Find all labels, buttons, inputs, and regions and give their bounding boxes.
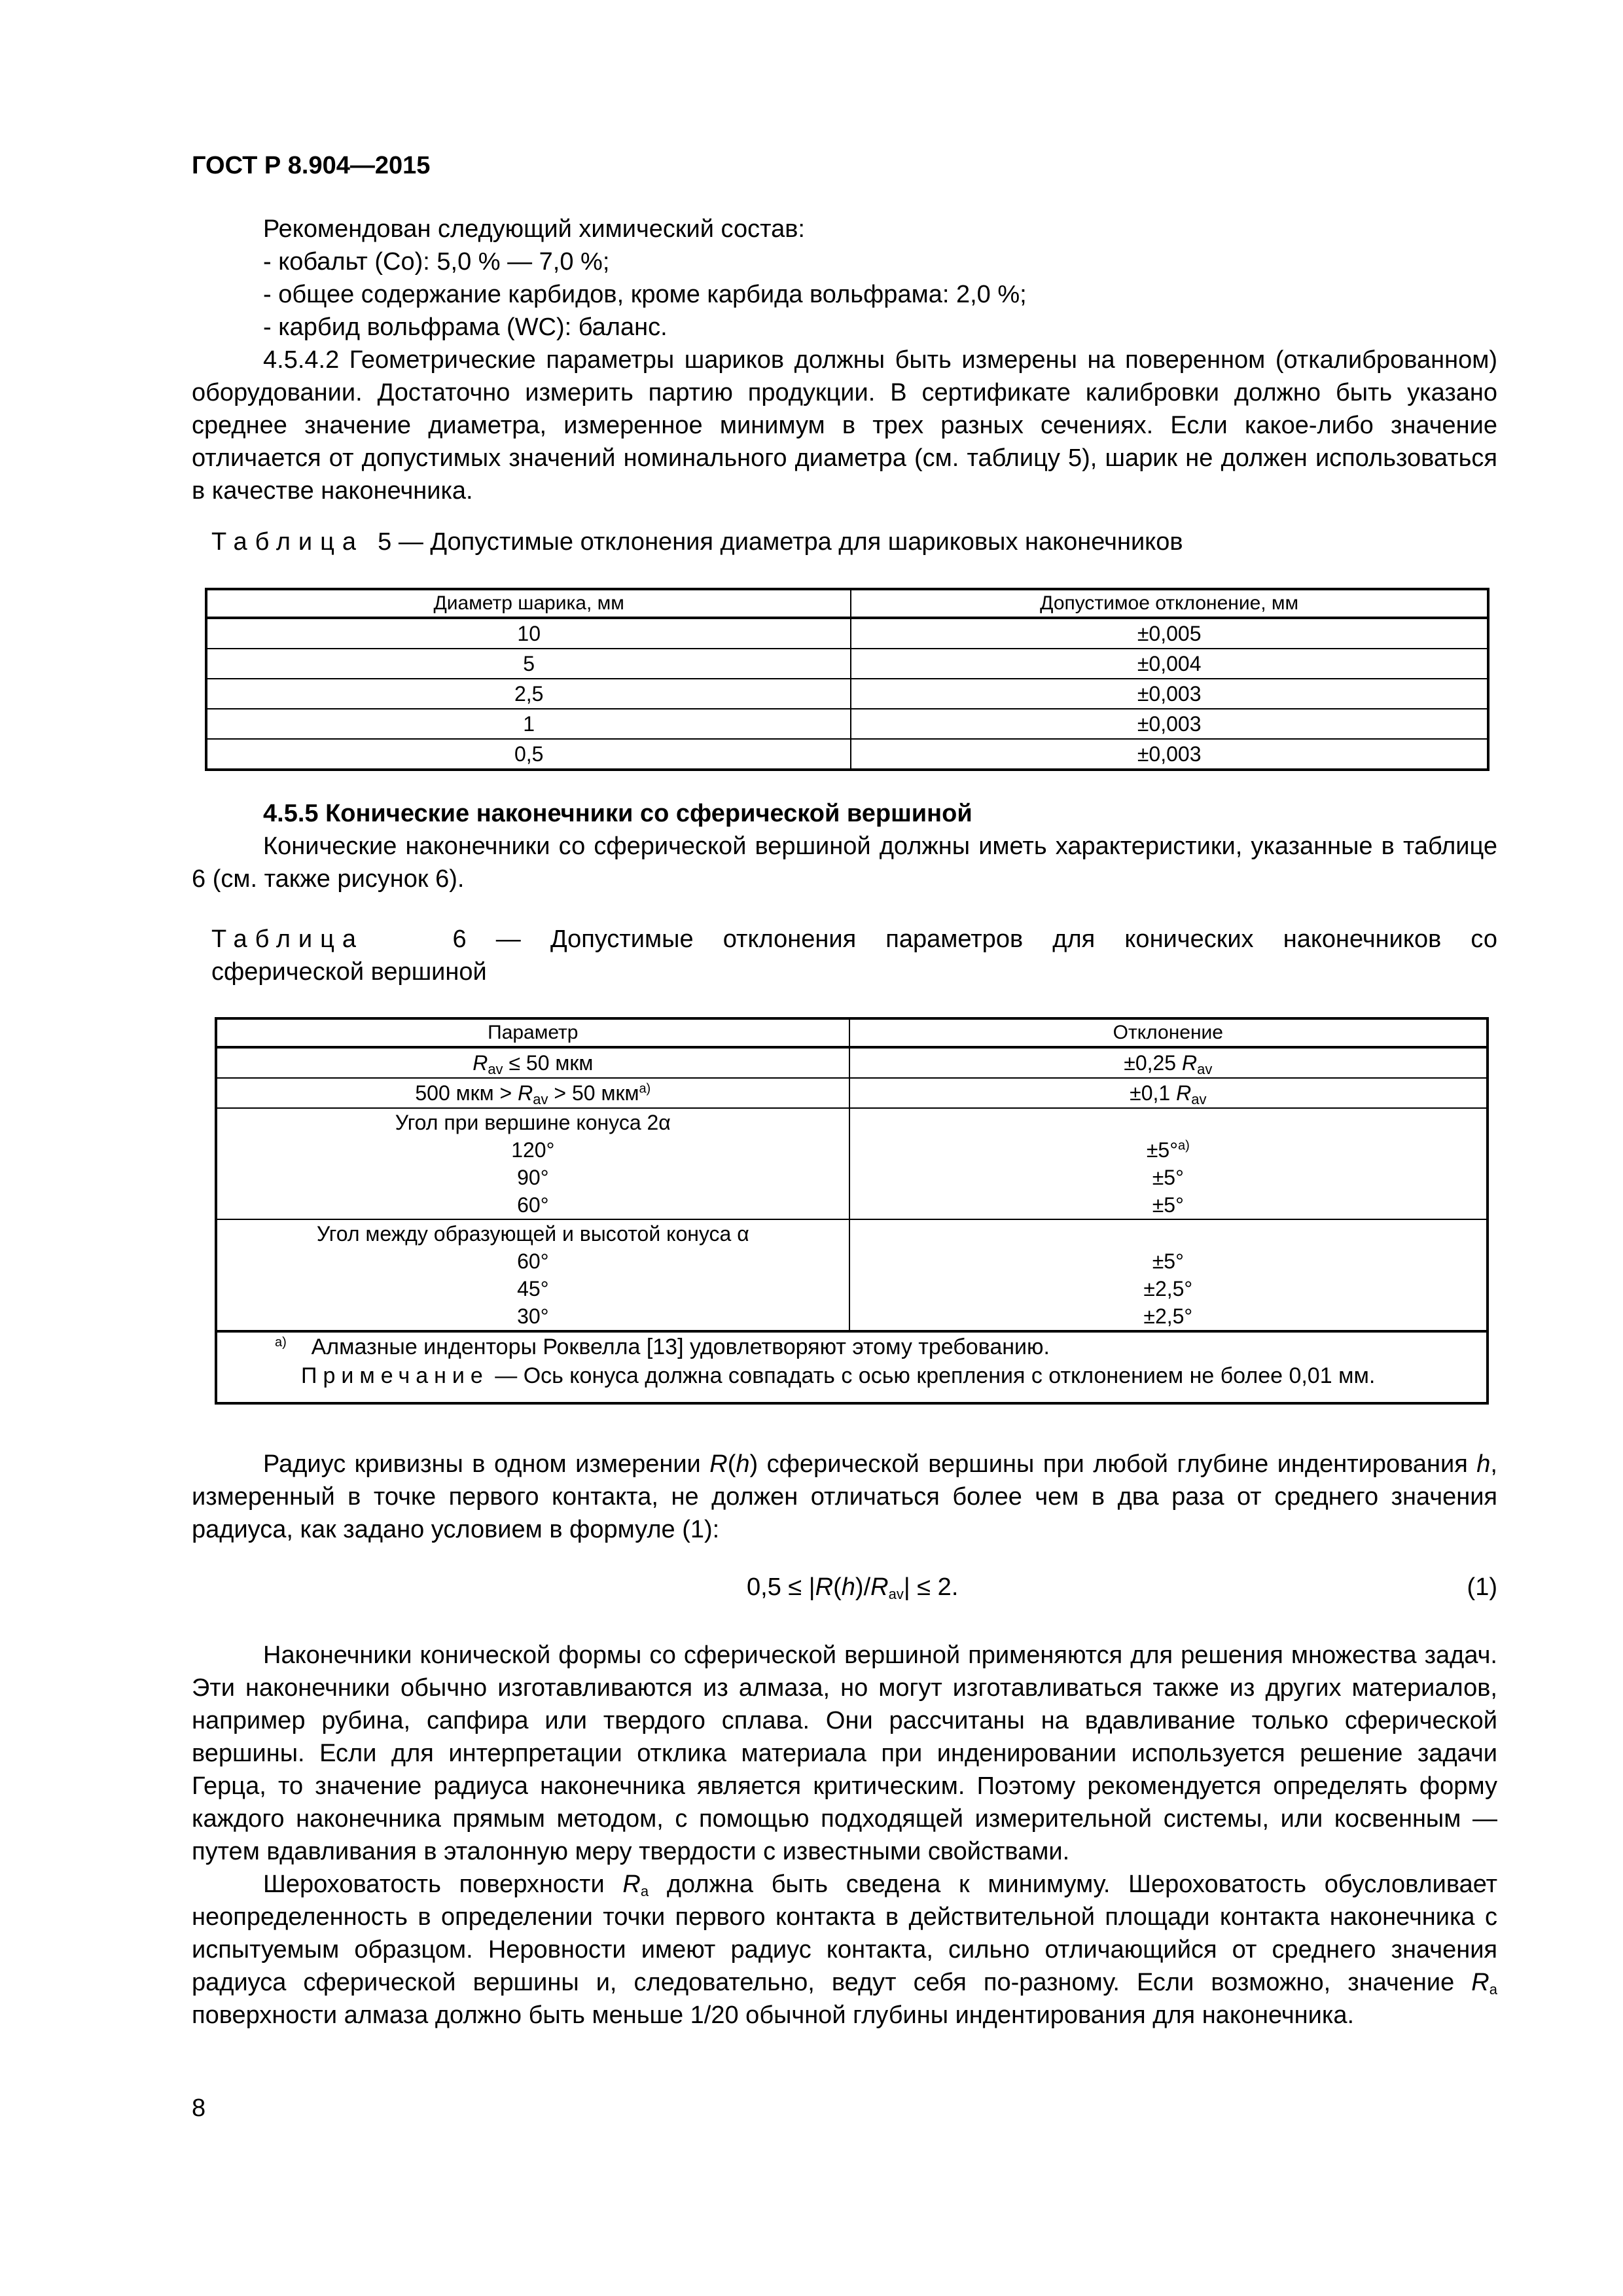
intro-block bbox=[192, 213, 1497, 507]
intro-line: Рекомендован следующий химический состав: bbox=[263, 215, 805, 243]
table-row bbox=[216, 1047, 1488, 1078]
formula-number: (1) bbox=[1467, 1573, 1497, 1601]
table6-caption-word: Таблица bbox=[211, 925, 364, 953]
table-cell: 0,5 bbox=[206, 739, 851, 770]
table5-caption-text: 5 — Допустимые отклонения диаметра для шариковых наконечников bbox=[378, 528, 1183, 556]
paragraph-4542: 4.5.4.2 Геометрические параметры шариков должны быть измерены на поверенном (откалиброванном) оборудовании. Достаточно измерить партию продукции. В сертификате калибровки должно быть указано среднее значение диаметра, измеренное минимум в трех разных сечениях. Если какое-либо значение отличается от допустимых значений номинального диаметра (см. таблицу 5), шарик не должен использоваться в качестве наконечника. bbox=[192, 346, 1497, 505]
table-cell: ±5°$^{а)}$ ±5° ±5° bbox=[849, 1108, 1488, 1219]
table-note: Примечание — Ось конуса должна совпадать с осью крепления с отклонением не более 0,01 мм. bbox=[301, 1363, 1376, 1388]
table-row bbox=[216, 1078, 1488, 1108]
table5-caption-word: Таблица bbox=[211, 528, 364, 556]
table-header-cell: Допустимое отклонение, мм bbox=[851, 589, 1488, 618]
paragraph-roughness: Шероховатость поверхности $R_a$ должна быть сведена к минимуму. Шероховатость обусловливает неопределенность в определении точки первого контакта в действительной площади контакта наконечника с испытуемым образцом. Неровности имеют радиус контакта, сильно отличающийся от среднего значения радиуса сферической вершины и, следовательно, ведут себя по-разному. Если возможно, значение $R_a$ поверхности алмаза должно быть меньше 1/20 обычной глубины индентирования для наконечника. bbox=[192, 1871, 1497, 2029]
table-header-row bbox=[216, 1018, 1488, 1047]
table-row bbox=[206, 739, 1488, 770]
section-text: Конические наконечники со сферической вершиной должны иметь характеристики, указанные в таблице 6 (см. также рисунок 6). bbox=[192, 833, 1497, 893]
table6-caption-text-2: сферической вершиной bbox=[211, 958, 487, 986]
table-cell: ±0,003 bbox=[851, 739, 1488, 770]
table-header-row bbox=[206, 589, 1488, 618]
table-cell: 10 bbox=[206, 618, 851, 649]
table-cell: ±0,1 $R_{av}$ bbox=[849, 1078, 1488, 1108]
formula-expression: $0,5 \le |R(h)/R_{av}| \le 2$. bbox=[747, 1573, 959, 1602]
table-footnote-cell bbox=[216, 1331, 1488, 1403]
table6-caption-text: 6 — Допустимые отклонения параметров для конических наконечников со bbox=[452, 925, 1497, 953]
table-cell: 500 мкм > $R_{av} > 50$ мкм$^{а)}$ bbox=[216, 1078, 849, 1108]
table-cell: 2,5 bbox=[206, 679, 851, 709]
table-cell: ±0,004 bbox=[851, 649, 1488, 679]
table-cell: $R_{av} \le 50$ мкм bbox=[216, 1047, 849, 1078]
table5 bbox=[205, 588, 1489, 771]
table-cell: 5 bbox=[206, 649, 851, 679]
table-cell: ±0,005 bbox=[851, 618, 1488, 649]
table-row bbox=[206, 649, 1488, 679]
body-paragraphs bbox=[192, 1639, 1497, 2032]
page-number: 8 bbox=[192, 2094, 206, 2122]
intro-line: - карбид вольфрама (WC): баланс. bbox=[263, 314, 668, 341]
table-header-cell: Отклонение bbox=[849, 1018, 1488, 1047]
table6 bbox=[215, 1017, 1489, 1405]
table-row bbox=[216, 1219, 1488, 1331]
table-cell: ±0,003 bbox=[851, 709, 1488, 739]
table-row bbox=[206, 679, 1488, 709]
section-455 bbox=[192, 797, 1497, 895]
table-cell: Угол между образующей и высотой конуса α 60° 45° 30° bbox=[216, 1219, 849, 1331]
table6-caption bbox=[211, 923, 1497, 988]
intro-line: - кобальт (Co): 5,0 % — 7,0 %; bbox=[263, 248, 610, 276]
table-row bbox=[206, 618, 1488, 649]
paragraph-cone: Наконечники конической формы со сферической вершиной применяются для решения множества задач. Эти наконечники обычно изготавливаются из алмаза, но могут изготавливаться также из других материалов, например рубина, сапфира или твердого сплава. Они рассчитаны на вдавливание только сферической вершины. Если для интерпретации отклика материала при инденировании используется решение задачи Герца, то значение радиуса наконечника является критическим. Поэтому рекомендуется определять форму каждого наконечника прямым методом, с помощью подходящей измерительной системы, или косвенным — путем вдавливания в эталонную меру твердости с известными свойствами. bbox=[192, 1641, 1497, 1865]
table-cell: 1 bbox=[206, 709, 851, 739]
radius-paragraph: Радиус кривизны в одном измерении R(h) сферической вершины при любой глубине индентирования h, измеренный в точке первого контакта, не должен отличаться более чем в два раза от среднего значения радиуса, как задано условием в формуле (1): bbox=[192, 1450, 1497, 1543]
table5-caption bbox=[211, 526, 1497, 558]
table-cell: Угол при вершине конуса 2α 120° 90° 60° bbox=[216, 1108, 849, 1219]
document-code-header: ГОСТ Р 8.904—2015 bbox=[192, 152, 431, 179]
table-cell: ±5° ±2,5° ±2,5° bbox=[849, 1219, 1488, 1331]
table-row bbox=[206, 709, 1488, 739]
table-footnote: $^{а)}$ Алмазные инденторы Роквелла [13] удовлетворяют этому требованию. bbox=[275, 1335, 1050, 1359]
intro-line: - общее содержание карбидов, кроме карбида вольфрама: 2,0 %; bbox=[263, 281, 1027, 308]
table-footnote-row bbox=[216, 1331, 1488, 1403]
table-row bbox=[216, 1108, 1488, 1219]
table-header-cell: Диаметр шарика, мм bbox=[206, 589, 851, 618]
section-heading: 4.5.5 Конические наконечники со сферической вершиной bbox=[263, 800, 972, 827]
table-cell: ±0,25 $R_{av}$ bbox=[849, 1047, 1488, 1078]
table-header-cell: Параметр bbox=[216, 1018, 849, 1047]
table-cell: ±0,003 bbox=[851, 679, 1488, 709]
